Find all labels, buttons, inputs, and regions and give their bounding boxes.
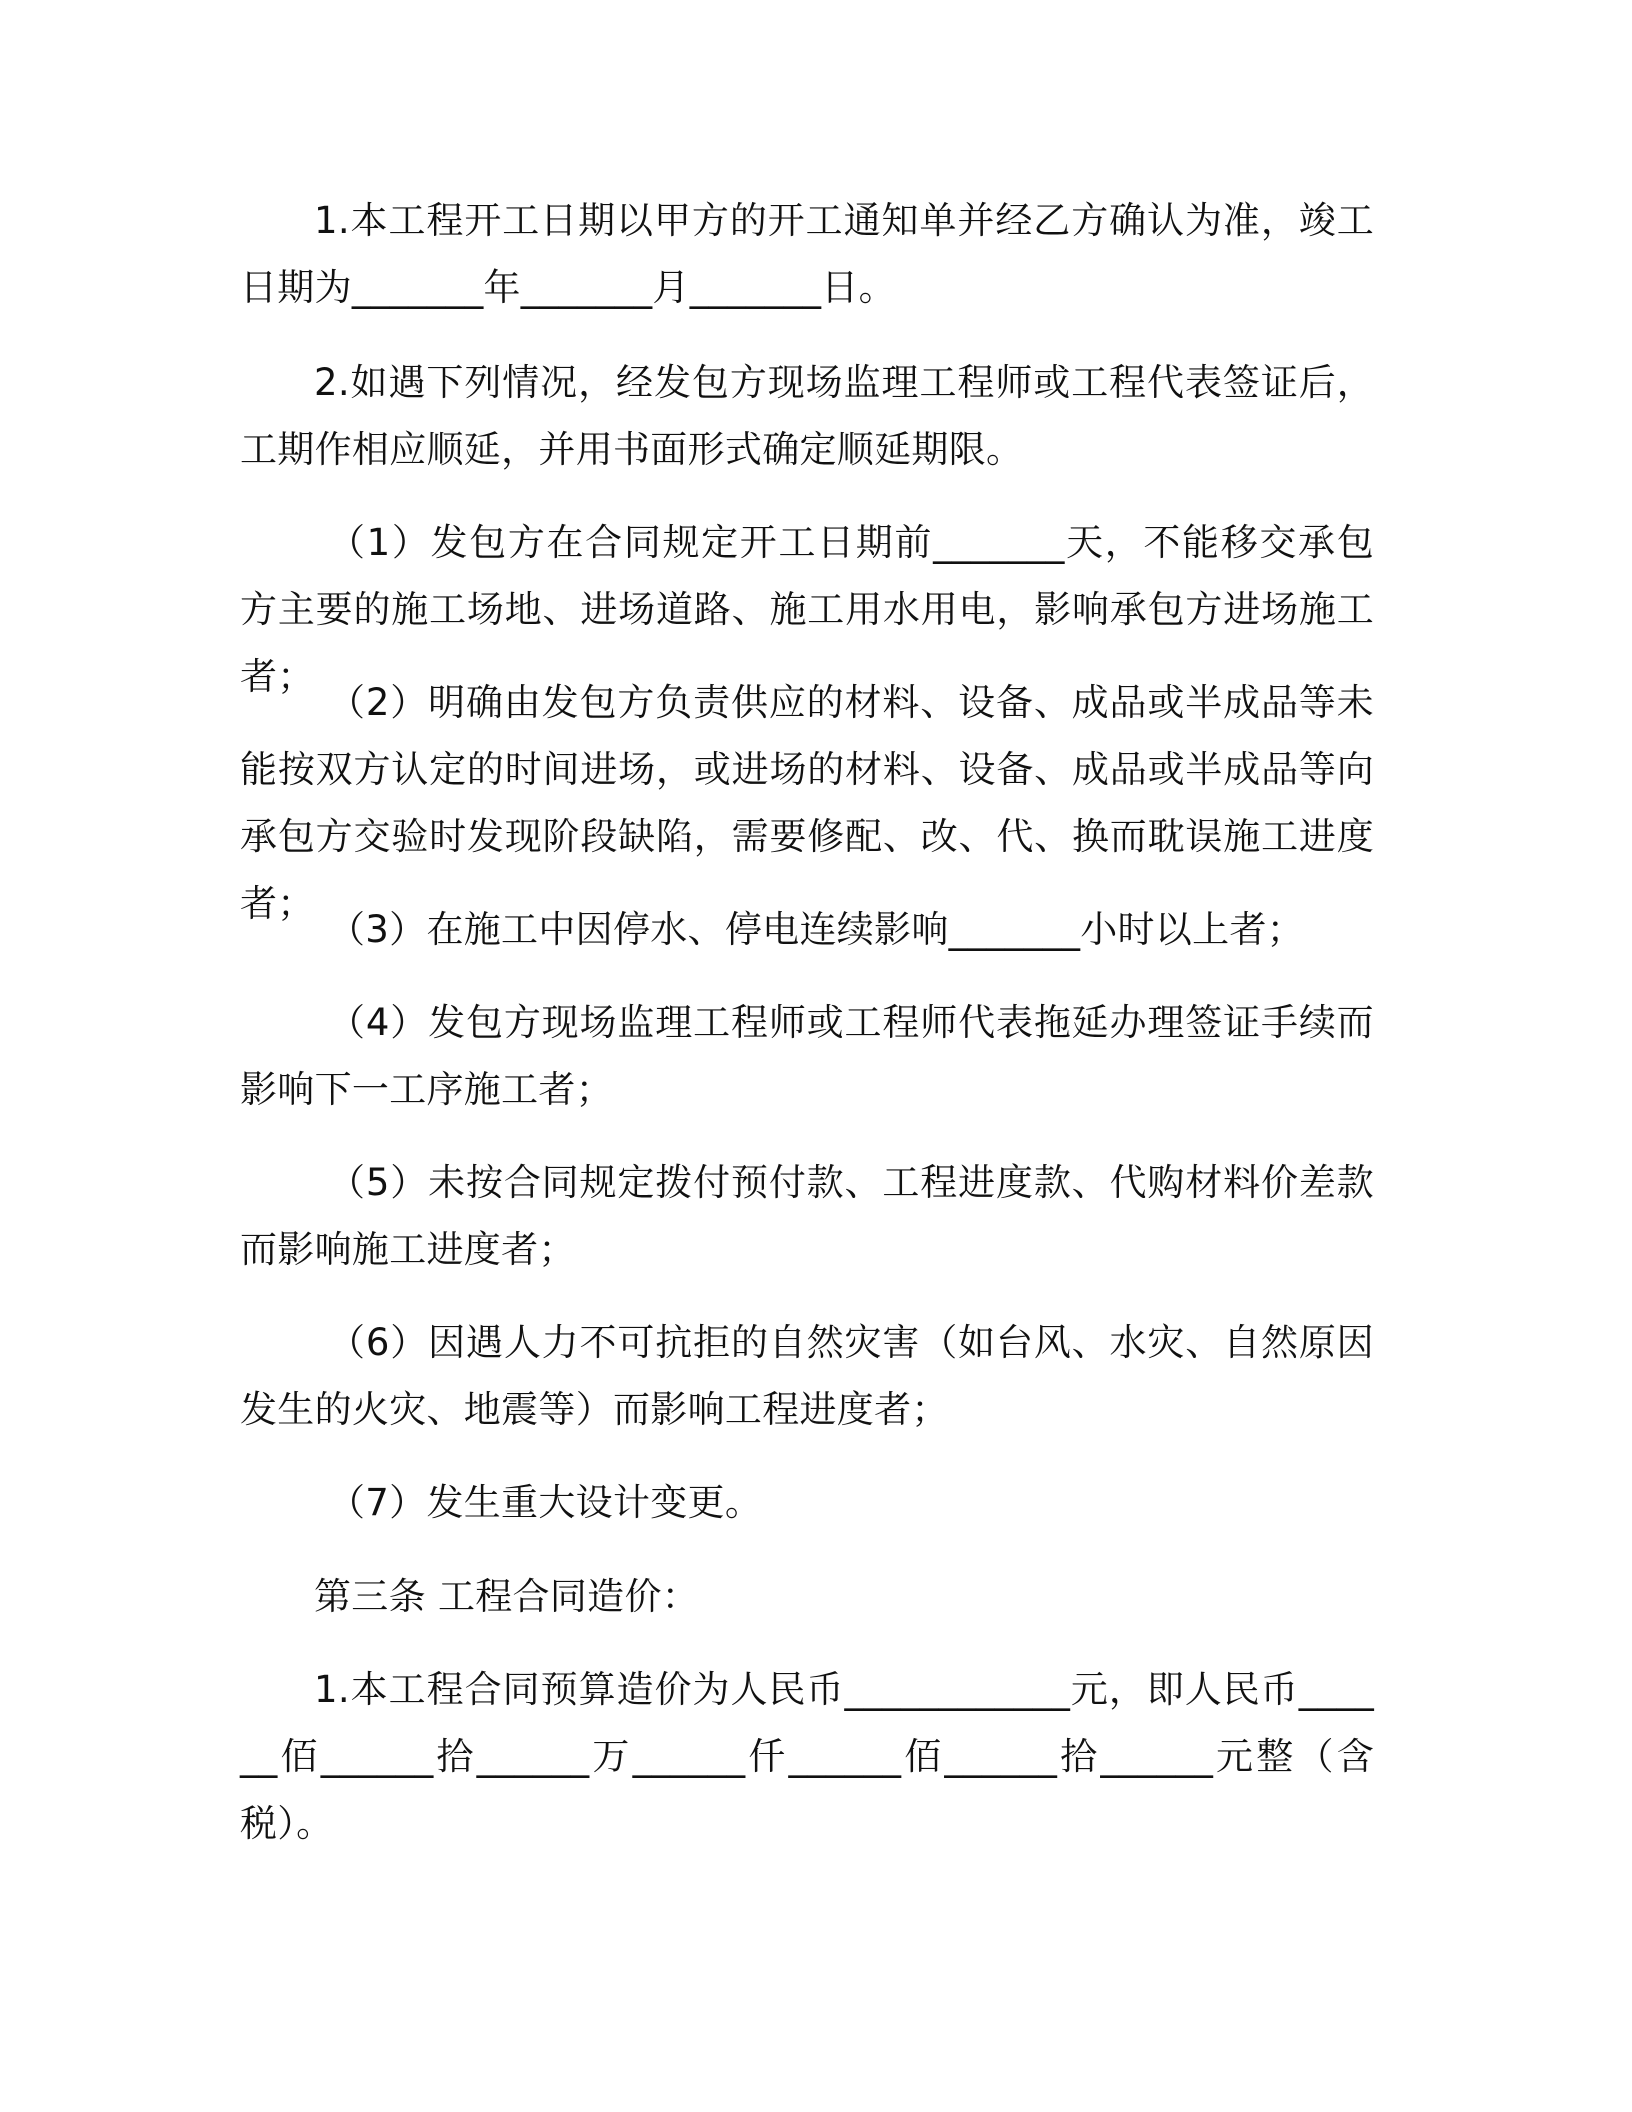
paragraph-item-6: （6）因遇人力不可抗拒的自然灾害（如台风、水灾、自然原因发生的火灾、地震等）而影响工程进度者； (240, 1321, 1374, 1431)
paragraph-contract-price: 1.本工程合同预算造价为人民币____________元，即人民币______佰______拾______万______仟______佰______拾______元整（含税）。 (240, 1668, 1374, 1845)
section-heading-article-3: 第三条 工程合同造价： (314, 1575, 700, 1618)
paragraph-extension-conditions: 2.如遇下列情况，经发包方现场监理工程师或工程代表签证后，工期作相应顺延，并用书面形式确定顺延期限。 (240, 361, 1374, 471)
paragraph-item-4: （4）发包方现场监理工程师或工程师代表拖延办理签证手续而影响下一工序施工者； (240, 1001, 1374, 1111)
paragraph-item-3: （3）在施工中因停水、停电连续影响_______小时以上者； (328, 908, 1305, 951)
paragraph-item-5: （5）未按合同规定拨付预付款、工程进度款、代购材料价差款而影响施工进度者； (240, 1161, 1374, 1271)
paragraph-item-1: （1）发包方在合同规定开工日期前_______天，不能移交承包方主要的施工场地、进场道路、施工用水用电，影响承包方进场施工者； (240, 521, 1374, 698)
paragraph-item-7: （7）发生重大设计变更。 (328, 1481, 763, 1524)
paragraph-item-2: （2）明确由发包方负责供应的材料、设备、成品或半成品等未能按双方认定的时间进场，或进场的材料、设备、成品或半成品等向承包方交验时发现阶段缺陷，需要修配、改、代、换而耽误施工进度者； (240, 681, 1374, 925)
paragraph-completion-date: 1.本工程开工日期以甲方的开工通知单并经乙方确认为准，竣工日期为_______年_______月_______日。 (240, 199, 1374, 309)
